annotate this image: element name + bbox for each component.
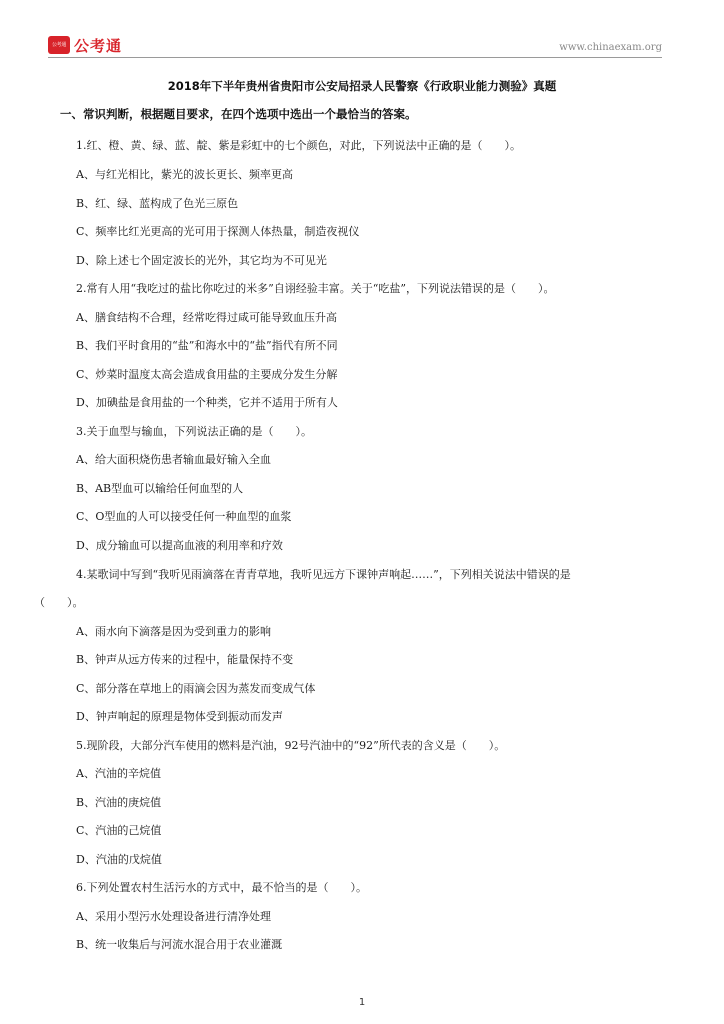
site-logo[interactable] [48, 34, 122, 56]
option-line: C、频率比红光更高的光可用于探测人体热量，制造夜视仪 [76, 225, 360, 238]
question-6: 6.下列处置农村生活污水的方式中，最不恰当的是（ ）。 [76, 881, 367, 894]
option-line: B、统一收集后与河流水混合用于农业灌溉 [76, 938, 283, 951]
option-line: C、O型血的人可以接受任何一种血型的血浆 [76, 510, 292, 523]
option-line: A、给大面积烧伤患者输血最好输入全血 [76, 453, 271, 466]
logo-text: 公考通 [74, 36, 123, 55]
option-line: B、钟声从远方传来的过程中，能量保持不变 [76, 653, 294, 666]
question-4: 4.某歌词中写到“我听见雨滴落在青青草地，我听见远方下课钟声响起……”，下列相关说法中错误的是 [76, 568, 571, 581]
option-line: A、汽油的辛烷值 [76, 767, 161, 780]
question-3: 3.关于血型与输血，下列说法正确的是（ ）。 [76, 425, 312, 438]
question-4-continuation: （ ）。 [34, 596, 84, 609]
header-divider [48, 57, 662, 58]
document-title: 2018年下半年贵州省贵阳市公安局招录人民警察《行政职业能力测验》真题 [167, 79, 557, 93]
section-heading: 一、常识判断，根据题目要求，在四个选项中选出一个最恰当的答案。 [60, 107, 417, 121]
question-2: 2.常有人用“我吃过的盐比你吃过的米多”自诩经验丰富。关于“吃盐”，下列说法错误的是（ ）。 [76, 282, 555, 295]
option-line: C、汽油的己烷值 [76, 824, 162, 837]
option-line: B、红、绿、蓝构成了色光三原色 [76, 197, 239, 210]
question-1: 1.红、橙、黄、绿、蓝、靛、紫是彩虹中的七个颜色，对此，下列说法中正确的是（ ）。 [76, 139, 521, 152]
option-line: D、除上述七个固定波长的光外，其它均为不可见光 [76, 254, 327, 267]
page-header [48, 34, 662, 58]
page-number: 1 [358, 997, 366, 1008]
option-line: A、采用小型污水处理设备进行清净处理 [76, 910, 271, 923]
logo-badge-icon: 公考通 [48, 36, 70, 54]
option-line: B、我们平时食用的“盐”和海水中的“盐”指代有所不同 [76, 339, 338, 352]
option-line: D、钟声响起的原理是物体受到振动而发声 [76, 710, 283, 723]
option-line: B、汽油的庚烷值 [76, 796, 162, 809]
option-line: B、AB型血可以输给任何血型的人 [76, 482, 244, 495]
option-line: D、汽油的戊烷值 [76, 853, 162, 866]
option-line: A、雨水向下滴落是因为受到重力的影响 [76, 625, 271, 638]
option-line: A、与红光相比，紫光的波长更长、频率更高 [76, 168, 293, 181]
option-line: C、炒菜时温度太高会造成食用盐的主要成分发生分解 [76, 368, 338, 381]
site-url-link[interactable]: www.chinaexam.org [559, 42, 662, 53]
question-5: 5.现阶段，大部分汽车使用的燃料是汽油，92号汽油中的“92”所代表的含义是（ ）。 [76, 739, 506, 752]
option-line: D、成分输血可以提高血液的利用率和疗效 [76, 539, 283, 552]
option-line: C、部分落在草地上的雨滴会因为蒸发而变成气体 [76, 682, 316, 695]
option-line: A、膳食结构不合理，经常吃得过咸可能导致血压升高 [76, 311, 337, 324]
option-line: D、加碘盐是食用盐的一个种类，它并不适用于所有人 [76, 396, 338, 409]
